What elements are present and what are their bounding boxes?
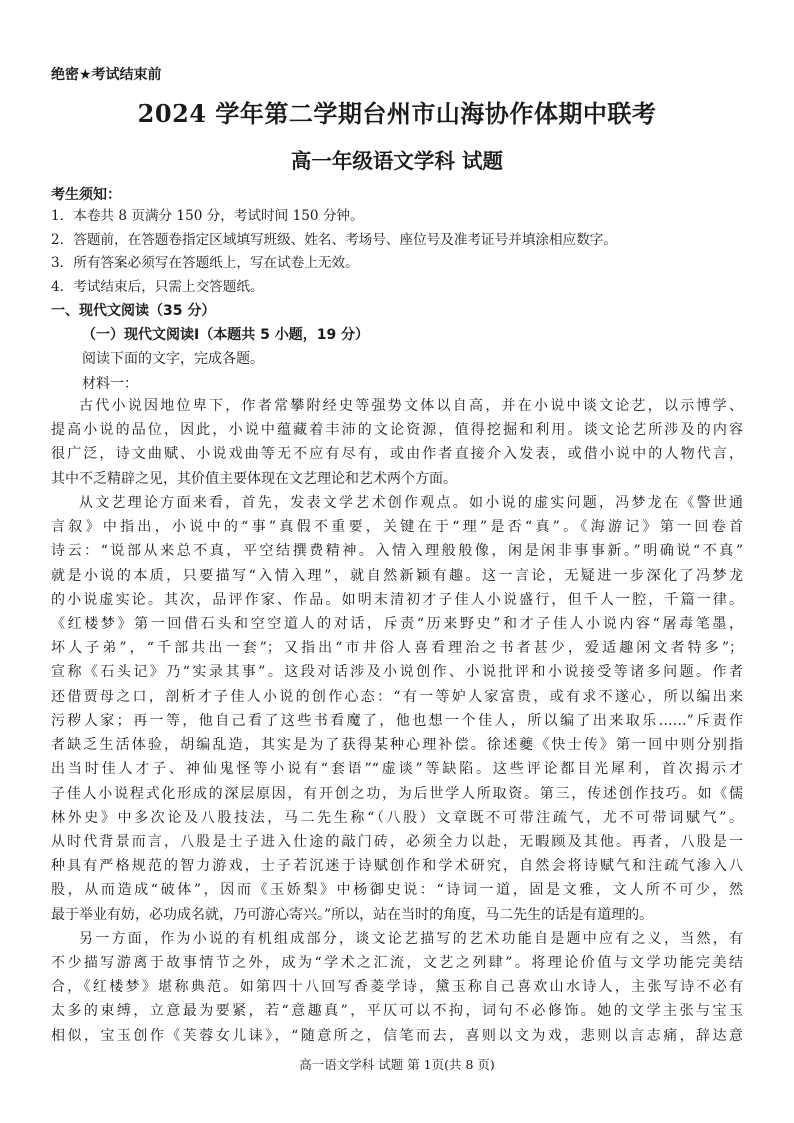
body-line: 林外史》中多次论及八股技法，马二先生称“（八股）文章既不可带注疏气，尤不可带词赋气”。 — [51, 809, 743, 826]
body-line: 坏人子弟”，“千部共出一套”；又指出“市井俗人喜看理治之书者甚少，爱适趣闲文者特多”； — [51, 640, 743, 657]
material-body — [51, 394, 743, 1048]
page-footer: 高一语文学科 试题 第 1页(共 8 页) — [299, 1057, 495, 1072]
body-line: 诗云：“说部从来总不真，平空结撰费精神。入情入理般般像，闲是闲非事事新。”明确说“不真” — [51, 543, 743, 560]
body-line: 最于举业有妨，必功成名就，乃可游心寄兴。”所以，站在当时的角度，马二先生的话是有道理的。 — [51, 906, 654, 923]
body-line: 太多的束缚，立意最为要紧，若“意趣真”，平仄可以不拘，词句不必修饰。她的文学主张与宝玉 — [51, 1003, 743, 1020]
notice-item: 2．答题前，在答题卷指定区域填写班级、姓名、考场号、座位号及准考证号并填涂相应数字。 — [51, 231, 617, 248]
body-line: 宣称《石头记》乃“实录其事”。这段对话涉及小说创作、小说批评和小说接受等诸多问题。作者 — [51, 664, 743, 681]
subsection-heading: （一）现代文阅读Ⅰ（本题共 5 小题，19 分） — [82, 327, 370, 343]
section-heading: 一、现代文阅读（35 分） — [51, 303, 216, 319]
body-line: 言叙》中指出，小说中的“事”真假不重要，关键在于“理”是否“真”。《海游记》第一回卷首 — [51, 519, 743, 536]
notice-heading: 考生须知： — [51, 187, 121, 203]
body-line: 就是小说的本质，只要描写“入情入理”，就自然新颖有趣。这一言论，无疑进一步深化了冯梦龙 — [51, 567, 743, 584]
notice-item: 1．本卷共 8 页满分 150 分，考试时间 150 分钟。 — [51, 208, 364, 224]
body-line: 不少描写游离于故事情节之外，成为“学术之汇流，文艺之列肆”。将理论价值与文学功能完美结 — [51, 955, 743, 972]
exam-title: 2024 学年第二学期台州市山海协作体期中联考 — [137, 99, 657, 128]
body-line: 从时代背景而言，八股是士子进入仕途的敲门砖，必须全力以赴，无暇顾及其他。再者，八股是一 — [51, 833, 743, 850]
body-line: 其中不乏精辟之见，其价值主要体现在文艺理论和艺术两个方面。 — [51, 470, 457, 487]
body-line: 很广泛，诗文曲赋、小说戏曲等无不应有尽有，或由作者直接介入发表，或借小说中的人物代言， — [51, 446, 743, 463]
body-line: 者缺乏生活体验，胡编乱造，其实是为了获得某种心理补偿。徐述夔《快士传》第一回中则分别指 — [51, 737, 743, 754]
reading-instruction: 阅读下面的文字，完成各题。 — [82, 351, 264, 367]
notice-item: 4．考试结束后，只需上交答题纸。 — [51, 278, 264, 295]
body-line: 合，《红楼梦》堪称典范。如第四十八回写香菱学诗，黛玉称自己喜欢山水诗人，主张写诗不必有 — [51, 979, 743, 996]
body-line: 另一方面，作为小说的有机组成部分，谈文论艺描写的艺术功能自是题中应有之义，当然，有 — [79, 930, 743, 947]
body-line: 提高小说的品位，因此，小说中蕴藏着丰沛的文论资源，值得挖掘和利用。谈文论艺所涉及的内容 — [51, 422, 743, 439]
body-line: 污秽人家；再一等，他自己看了这些书看魔了，他也想一个佳人，所以编了出来取乐……”斥责作 — [51, 712, 743, 729]
body-line: 子佳人小说程式化形成的深层原因，有开创之功，为后世学人所取资。第三，传述创作技巧。如《儒 — [51, 785, 743, 802]
confidential-mark: 绝密★考试结束前 — [51, 67, 162, 83]
exam-subtitle: 高一年级语文学科 试题 — [290, 149, 504, 173]
body-line: 从文艺理论方面来看，首先，发表文学艺术创作观点。如小说的虚实问题，冯梦龙在《警世通 — [79, 494, 743, 511]
body-line: 的小说虚实论。其次，品评作家、作品。如明末清初才子佳人小说盛行，但千人一腔，千篇一律。 — [51, 591, 743, 608]
body-line: 相似，宝玉创作《芙蓉女儿诔》，“随意所之，信笔而去，喜则以文为戏，悲则以言志痛，辞达意 — [51, 1027, 743, 1044]
body-line: 种具有严格规范的智力游戏，士子若沉迷于诗赋创作和学术研究，自然会将诗赋气和注疏气渗入八 — [51, 858, 743, 875]
body-line: 《红楼梦》第一回借石头和空空道人的对话，斥责“历来野史”和才子佳人小说内容“屠毒笔墨， — [51, 615, 743, 632]
body-line: 还借贾母之口，剖析才子佳人小说的创作心态：“有一等妒人家富贵，或有求不遂心，所以编出来 — [51, 688, 743, 705]
material-label: 材料一： — [82, 376, 138, 392]
notice-item: 3．所有答案必须写在答题纸上，写在试卷上无效。 — [51, 255, 359, 271]
notice-list — [51, 205, 617, 299]
body-line: 古代小说因地位卑下，作者常攀附经史等强势文体以自高，并在小说中谈文论艺，以示博学、 — [79, 398, 743, 414]
body-line: 股，从而造成“破体”，因而《玉娇梨》中杨御史说：“诗词一道，固是文雅，文人所不可少，然 — [51, 882, 743, 899]
body-line: 出当时佳人才子、神仙鬼怪等小说有“套语”“虚谈”等缺陷。这些评论都目光犀利，首次揭示才 — [51, 761, 743, 778]
